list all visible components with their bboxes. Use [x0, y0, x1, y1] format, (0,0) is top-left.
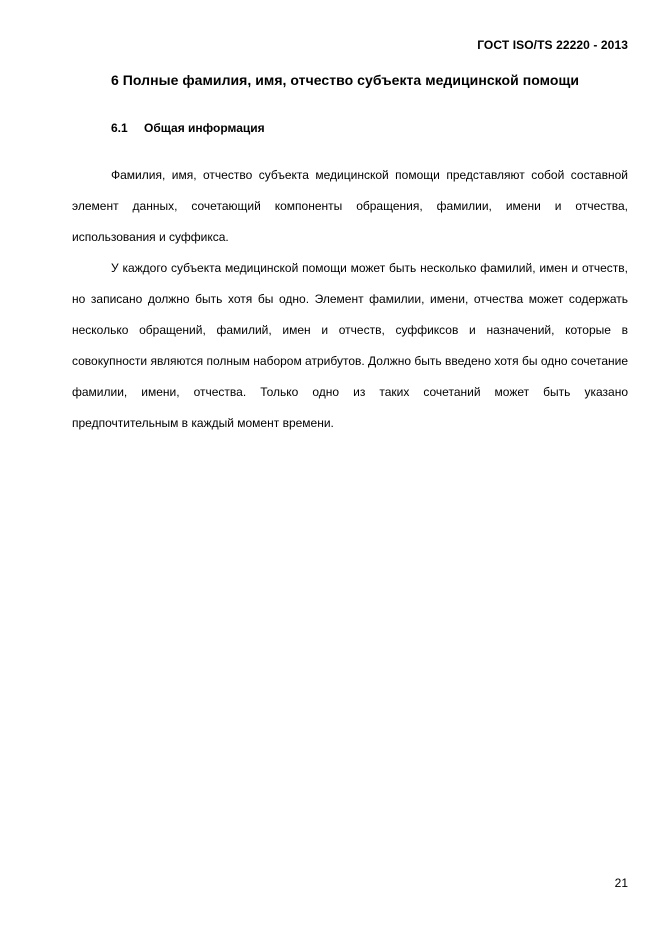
section-title: 6 Полные фамилия, имя, отчество субъекта медицинской помощи — [111, 72, 580, 88]
body-text — [72, 160, 628, 439]
paragraph: У каждого субъекта медицинской помощи может быть несколько фамилий, имен и отчеств, но записано должно быть хотя бы одно. Элемент фамилии, имени, отчества может содержать несколько обращений, фамилий, имен и отчеств, суффиксов и назначений, которые в совокупности являются полным набором атрибутов. Должно быть введено хотя бы одно сочетание фамилии, имени, отчества. Только одно из таких сочетаний может быть указано предпочтительным в каждый момент времени. — [72, 261, 628, 430]
subsection-heading — [111, 121, 265, 135]
paragraph: Фамилия, имя, отчество субъекта медицинской помощи представляют собой составной элемент данных, сочетающий компоненты обращения, фамилии, имени и отчества, использования и суффикса. — [72, 168, 628, 244]
subsection-number: 6.1 — [111, 121, 128, 135]
subsection-title: Общая информация — [144, 121, 265, 135]
document-header-standard-id: ГОСТ ISO/TS 22220 - 2013 — [477, 38, 628, 52]
page-number: 21 — [614, 876, 628, 890]
